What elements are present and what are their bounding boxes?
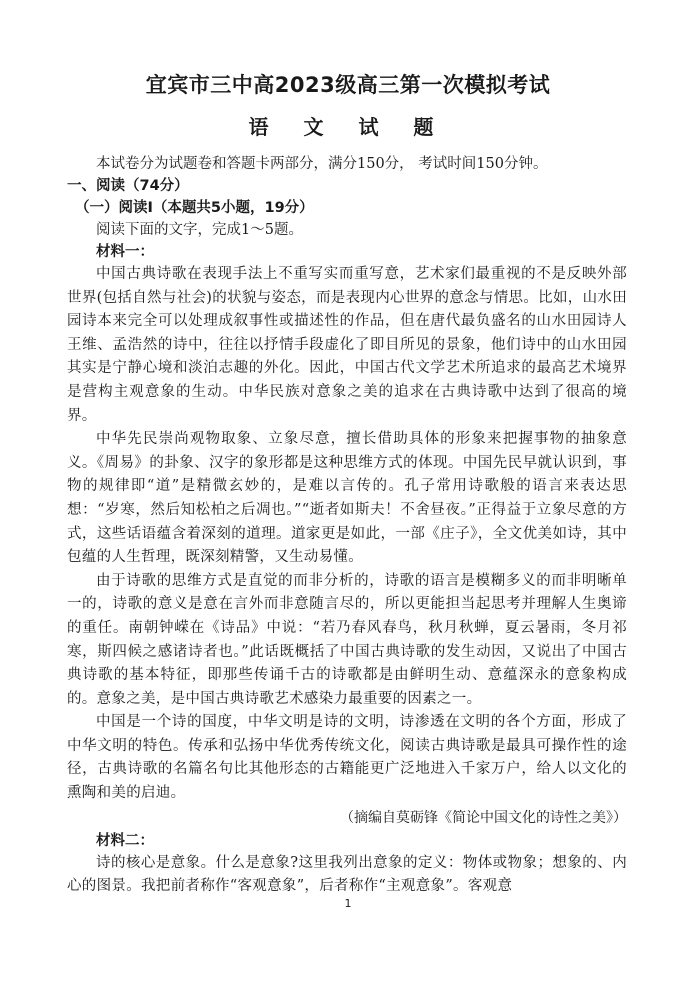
material-one-paragraph: 中国古典诗歌在表现手法上不重写实而重写意，艺术家们最重视的不是反映外部世界(包括自然与社会)的状貌与姿态，而是表现内心世界的意念与情思。比如，山水田园诗本来完全可以处理成叙事性或描述性的作品，但在唐代最负盛名的山水田园诗人王维、孟浩然的诗中，往往以抒情手段虚化了即目所见的景象，他们诗中的山水田园其实是宁静心境和淡泊志趣的外化。因此，中国古代文学艺术所追求的最高艺术境界是营构主观意象的生动。中华民族对意象之美的追求在古典诗歌中达到了很高的境界。 xyxy=(67,266,627,424)
material-one-source: （摘编自莫砺锋《简论中国文化的诗性之美》） xyxy=(340,809,627,826)
section-heading: 一、阅读（74分） xyxy=(67,178,189,194)
exam-subtitle: 语 文 试 题 xyxy=(248,115,448,139)
exam-title: 宜宾市三中高2023级高三第一次模拟考试 xyxy=(145,73,551,97)
exam-intro: 本试卷分为试题卷和答题卡两部分，满分150分， 考试时间150分钟。 xyxy=(96,156,548,172)
material-one-label: 材料一： xyxy=(96,244,154,260)
document-body xyxy=(67,153,627,899)
material-two-paragraph: 诗的核心是意象。什么是意象?这里我列出意象的定义：物体或物象；想象的、内心的图景。我把前者称作“客观意象”，后者称作“主观意象”。客观意 xyxy=(67,854,627,895)
subsection-heading: （一）阅读Ⅰ（本题共5小题，19分） xyxy=(75,200,314,216)
material-one-paragraph: 中国是一个诗的国度，中华文明是诗的文明，诗渗透在文明的各个方面，形成了中华文明的特色。传承和弘扬中华优秀传统文化，阅读古典诗歌是最具可操作性的途径，古典诗歌的名篇名句比其他形态的古籍能更广泛地进入千家万户，给人以文化的熏陶和美的启迪。 xyxy=(67,714,627,802)
material-one-paragraph: 由于诗歌的思维方式是直觉的而非分析的，诗歌的语言是模糊多义的而非明晰单一的，诗歌的意义是意在言外而非意随言尽的，所以更能担当起思考并理解人生奥谛的重任。南朝钟嵘在《诗品》中说：“若乃春风春鸟，秋月秋蝉，夏云暑雨，冬月祁寒，斯四候之感诸诗者也。”此话既概括了中国古典诗歌的发生动因，又说出了中国古典诗歌的基本特征，即那些传诵千古的诗歌都是由鲜明生动、意蕴深永的意象构成的。意象之美，是中国古典诗歌艺术感染力最重要的因素之一。 xyxy=(67,572,627,707)
material-two-label: 材料二： xyxy=(96,832,154,849)
page-number: 1 xyxy=(344,897,352,910)
material-one-paragraph: 中华先民崇尚观物取象、立象尽意，擅长借助具体的形象来把握事物的抽象意义。《周易》的卦象、汉字的象形都是这种思维方式的体现。中国先民早就认识到，事物的规律即“道”是精微玄妙的，是难以言传的。孔子常用诗歌般的语言来表达思想：“岁寒，然后知松柏之后凋也。”“逝者如斯夫！不舍昼夜。”正得益于立象尽意的方式，这些话语蕴含着深刻的道理。道家更是如此，一部《庄子》，全文优美如诗，其中包蕴的人生哲理，既深刻精警，又生动易懂。 xyxy=(67,431,627,566)
reading-instruction: 阅读下面的文字，完成1～5题。 xyxy=(96,222,303,238)
